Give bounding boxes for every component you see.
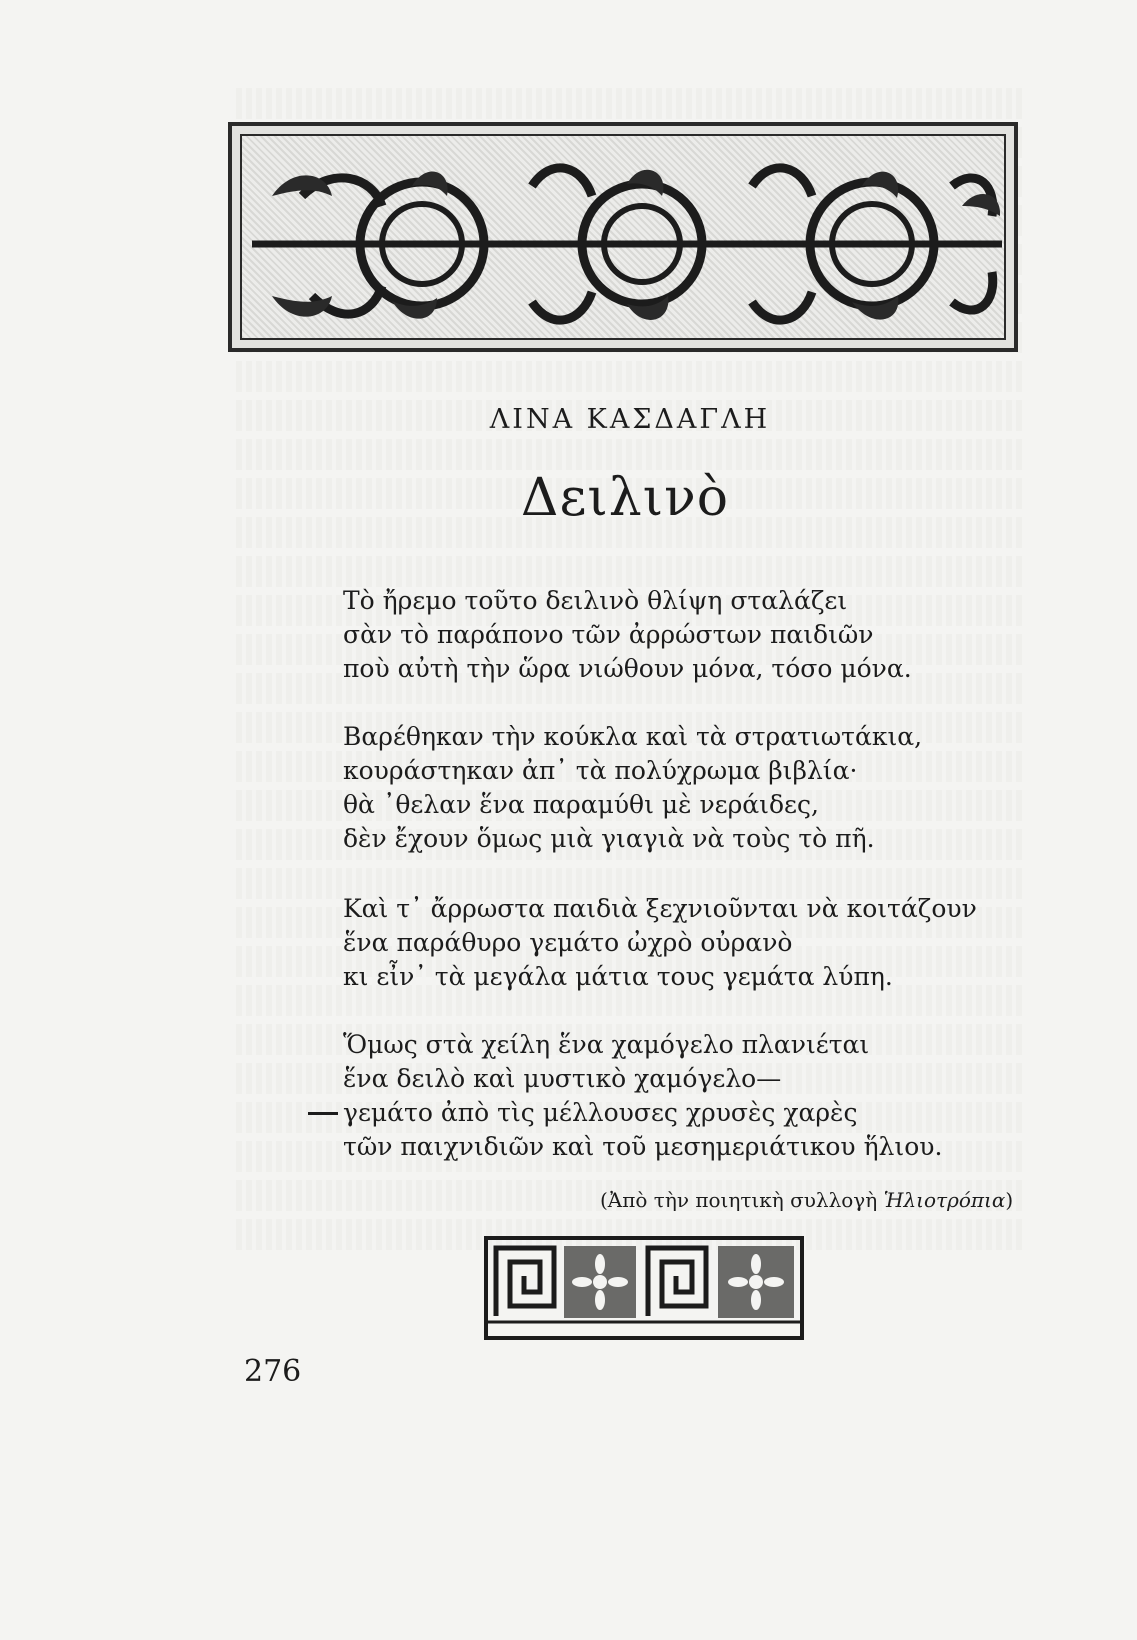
verse-line: κουράστηκαν ἀπ᾽ τὰ πολύχρωμα βιβλία· (343, 756, 858, 785)
source-citation (600, 1188, 1013, 1212)
verse-line: Ὅμως στὰ χείλη ἕνα χαμόγελο πλανιέται (343, 1030, 870, 1059)
page-number: 276 (244, 1354, 302, 1389)
source-suffix: ) (1005, 1188, 1014, 1212)
verse-line: ἕνα δειλὸ καὶ μυστικὸ χαμόγελο— (343, 1064, 782, 1093)
source-prefix: (Ἀπὸ τὴν ποιητικὴ συλλογὴ (600, 1188, 884, 1212)
em-dash-mark (308, 1112, 338, 1115)
verse-line: σὰν τὸ παράπονο τῶν ἀρρώστων παιδιῶν (343, 620, 874, 649)
verse-line: γεμάτο ἀπὸ τὶς μέλλουσες χρυσὲς χαρὲς (343, 1098, 858, 1127)
acanthus-scroll-icon (232, 126, 1022, 356)
header-ornament-banner (228, 122, 1018, 352)
verse-line: Καὶ τ᾽ ἄρρωστα παιδιὰ ξεχνιοῦνται νὰ κοιτάζουν (343, 894, 977, 923)
verse-line: κι εἶν᾽ τὰ μεγάλα μάτια τους γεμάτα λύπη. (343, 962, 893, 991)
verse-line: τῶν παιχνιδιῶν καὶ τοῦ μεσημεριάτικου ἥλιου. (343, 1132, 943, 1161)
source-book-title: Ἡλιοτρόπια (883, 1188, 1006, 1212)
verse-line: θὰ ᾽θελαν ἕνα παραμύθι μὲ νεράιδες, (343, 790, 819, 819)
meander-rosette-icon (484, 1236, 804, 1340)
verse-line: δὲν ἔχουν ὅμως μιὰ γιαγιὰ νὰ τοὺς τὸ πῆ. (343, 824, 875, 853)
verse-line: ποὺ αὐτὴ τὴν ὥρα νιώθουν μόνα, τόσο μόνα. (343, 654, 912, 683)
poem-title: Δειλινὸ (520, 468, 730, 528)
verse-line: Βαρέθηκαν τὴν κούκλα καὶ τὰ στρατιωτάκια, (343, 722, 923, 751)
verse-line: Τὸ ἤρεμο τοῦτο δειλινὸ θλίψη σταλάζει (343, 586, 848, 615)
poem-author: ΛΙΝΑ ΚΑΣΔΑΓΛΗ (489, 404, 771, 435)
verse-line: ἕνα παράθυρο γεμάτο ὠχρὸ οὐρανὸ (343, 928, 793, 957)
